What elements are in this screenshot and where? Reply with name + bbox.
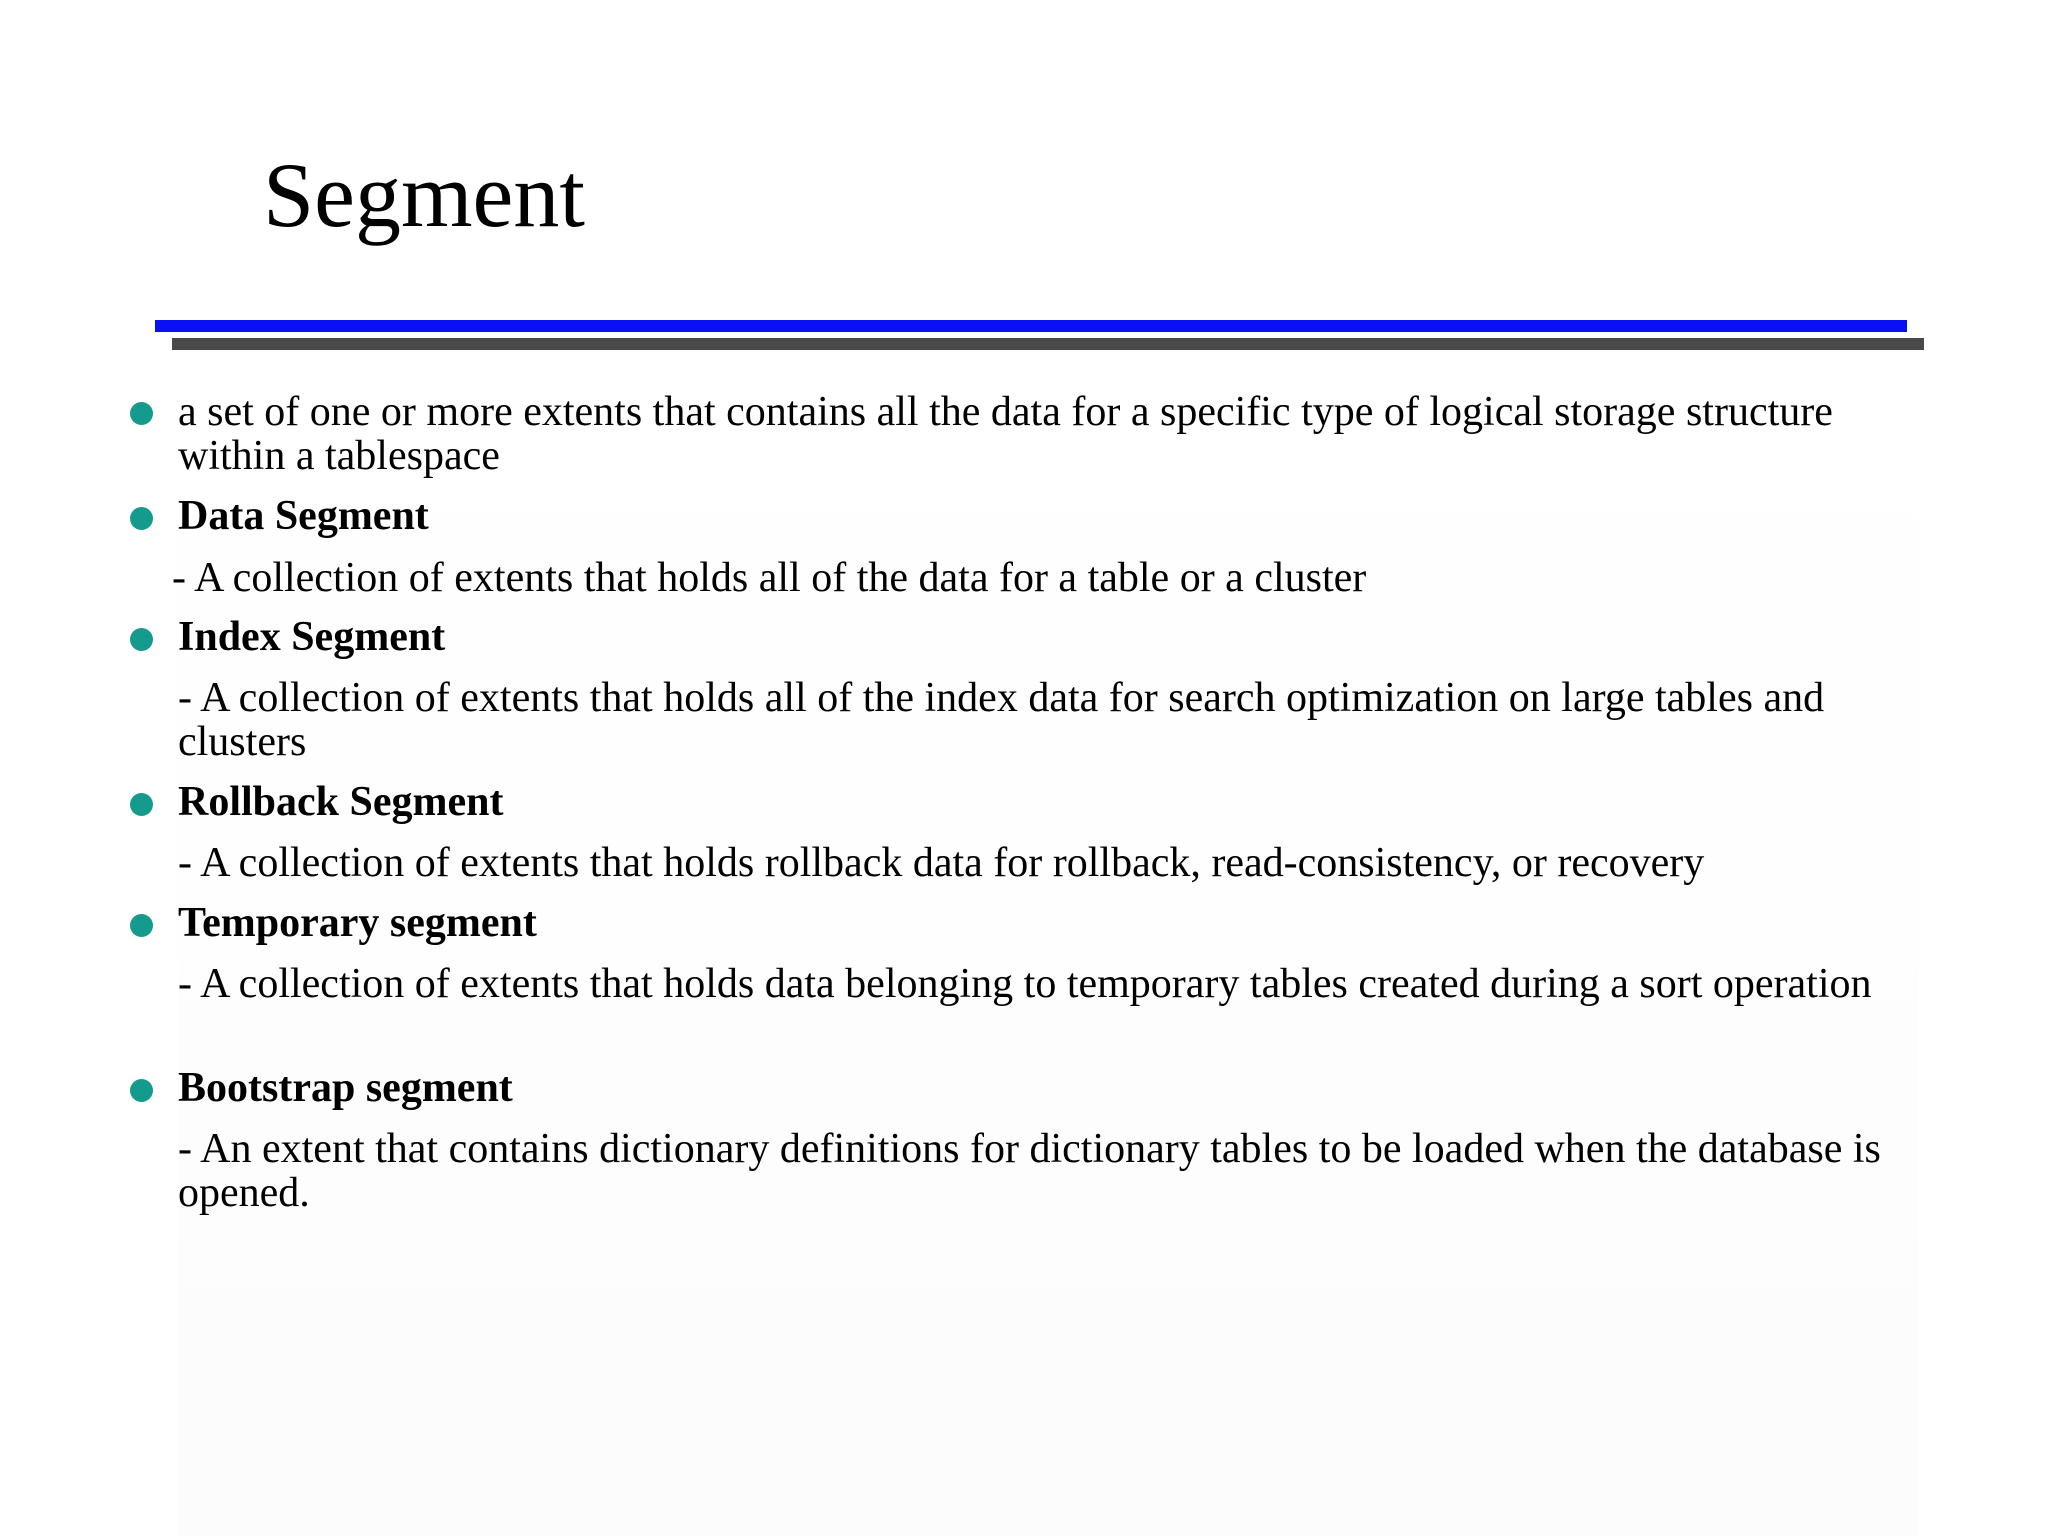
data-segment-description: - A collection of extents that holds all of the data for a table or a cluster — [172, 555, 1367, 601]
bullet-dot-icon — [130, 628, 153, 651]
bullet-dot-icon — [130, 1079, 153, 1102]
rollback-segment-heading: Rollback Segment — [178, 779, 504, 825]
bullet-dot-icon — [130, 793, 153, 816]
temporary-segment-description: - A collection of extents that holds data belonging to temporary tables created during a sort operation — [178, 961, 1872, 1007]
bullet-dot-icon — [130, 914, 153, 937]
bullet-dot-icon — [130, 507, 153, 530]
bootstrap-segment-heading: Bootstrap segment — [178, 1065, 513, 1111]
bullet-dot-icon — [130, 402, 153, 425]
index-segment-description: - A collection of extents that holds all of the index data for search optimization on large tables and clusters — [178, 675, 1825, 765]
data-segment-heading: Data Segment — [178, 493, 429, 539]
definition-text: a set of one or more extents that contains all the data for a specific type of logical storage structure within a tablespace — [178, 389, 1833, 479]
temporary-segment-heading: Temporary segment — [178, 900, 537, 946]
index-segment-heading: Index Segment — [178, 614, 446, 660]
slide-title: Segment — [263, 144, 585, 246]
rollback-segment-description: - A collection of extents that holds rollback data for rollback, read-consistency, or recovery — [178, 840, 1705, 886]
bootstrap-segment-description: - An extent that contains dictionary definitions for dictionary tables to be loaded when the database is opened. — [178, 1126, 1881, 1216]
